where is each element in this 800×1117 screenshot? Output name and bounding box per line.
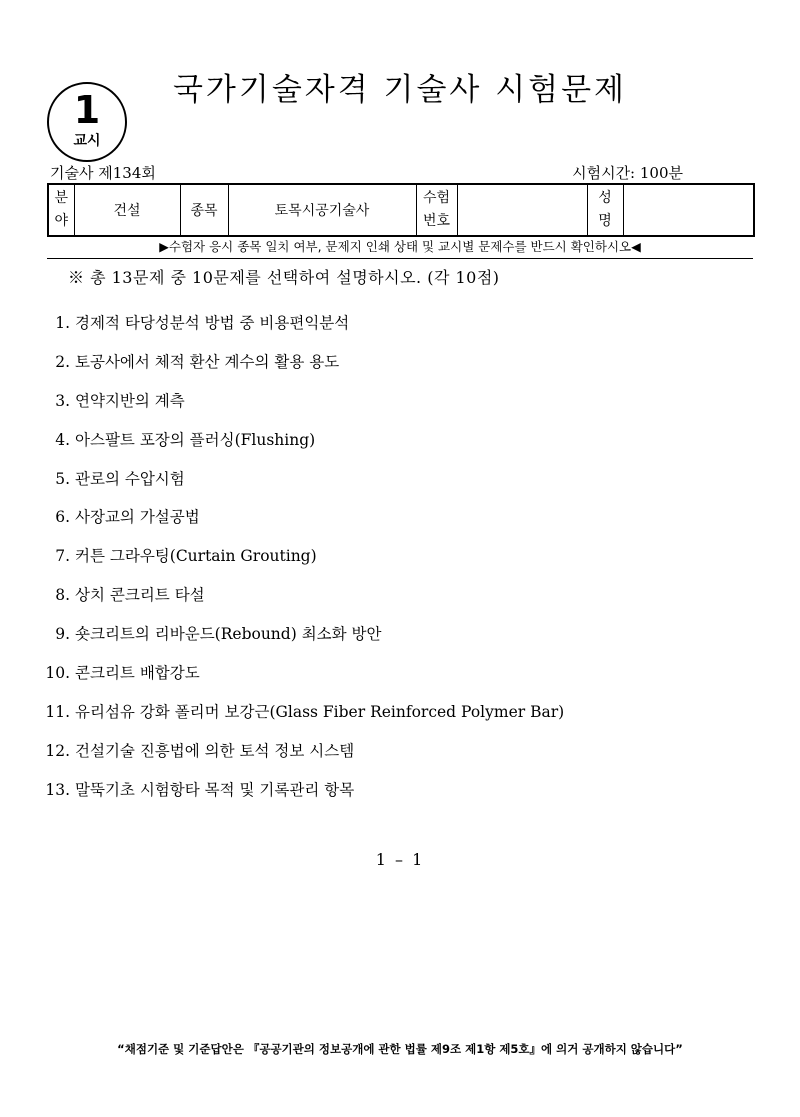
session-label: 교시 bbox=[73, 133, 101, 149]
exam-info-table bbox=[47, 183, 755, 237]
field-value: 건설 bbox=[74, 184, 180, 236]
name-label-bottom: 명 bbox=[598, 213, 612, 229]
question-text: 유리섬유 강화 폴리머 보강근(Glass Fiber Reinforced Polymer Bar) bbox=[75, 702, 565, 721]
question-text: 관로의 수압시험 bbox=[75, 469, 185, 488]
question-number: 1. bbox=[55, 314, 70, 332]
name-field[interactable] bbox=[623, 184, 754, 236]
category-label: 종목 bbox=[180, 184, 228, 236]
question-number: 9. bbox=[55, 625, 70, 644]
category-value: 토목시공기술사 bbox=[228, 184, 416, 236]
question-text: 말뚝기초 시험항타 목적 및 기록관리 항목 bbox=[75, 780, 355, 799]
question-number: 2. bbox=[55, 352, 70, 371]
exam-number-label-cell bbox=[416, 184, 457, 236]
instruction-text: ※ 총 13문제 중 10문제를 선택하여 설명하시오. (각 10점) bbox=[68, 268, 500, 287]
question-text: 콘크리트 배합강도 bbox=[75, 664, 200, 683]
notice-text: ▶수험자 응시 종목 일치 여부, 문제지 인쇄 상태 및 교시별 문제수를 반드시 확인하시오◀ bbox=[159, 239, 641, 254]
question-number: 11. bbox=[45, 702, 70, 721]
question-text: 경제적 타당성분석 방법 중 비용편익분석 bbox=[75, 314, 350, 332]
question-number: 3. bbox=[55, 391, 70, 410]
name-label-top: 성 bbox=[598, 190, 612, 206]
question-number: 10. bbox=[45, 664, 70, 683]
question-number: 13. bbox=[45, 780, 70, 799]
question-text: 토공사에서 체적 환산 계수의 활용 용도 bbox=[75, 352, 340, 371]
field-label-top: 분 bbox=[54, 190, 69, 206]
field-label-bottom: 야 bbox=[54, 213, 69, 229]
question-text: 숏크리트의 리바운드(Rebound) 최소화 방안 bbox=[75, 625, 382, 644]
exam-number-label-top: 수험 bbox=[422, 190, 451, 206]
exam-round: 기술사 제134회 bbox=[50, 164, 156, 182]
question-text: 상치 콘크리트 타설 bbox=[75, 586, 205, 605]
question-number: 7. bbox=[55, 547, 70, 566]
question-text: 건설기술 진흥법에 의한 토석 정보 시스템 bbox=[75, 741, 355, 760]
question-number: 12. bbox=[45, 741, 70, 760]
exam-time: 시험시간: 100분 bbox=[572, 164, 683, 182]
exam-number-field[interactable] bbox=[457, 184, 587, 236]
footer-disclaimer: “채점기준 및 기준답안은 『공공기관의 정보공개에 관한 법률 제9조 제1항 제5호』에 의거 공개하지 않습니다” bbox=[117, 1042, 683, 1056]
question-number: 6. bbox=[55, 508, 70, 527]
divider bbox=[47, 258, 753, 259]
question-text: 커튼 그라우팅(Curtain Grouting) bbox=[75, 547, 317, 566]
session-badge bbox=[47, 82, 127, 162]
question-number: 8. bbox=[55, 586, 70, 605]
question-number: 4. bbox=[55, 430, 70, 449]
name-label-cell bbox=[587, 184, 623, 236]
question-text: 연약지반의 계측 bbox=[75, 391, 185, 410]
session-number: 1 bbox=[73, 88, 101, 132]
question-number: 5. bbox=[55, 469, 70, 488]
question-text: 사장교의 가설공법 bbox=[75, 508, 200, 527]
page-number: 1 – 1 bbox=[375, 850, 425, 869]
question-text: 아스팔트 포장의 플러싱(Flushing) bbox=[75, 430, 316, 449]
page-title: 국가기술자격 기술사 시험문제 bbox=[172, 72, 627, 108]
field-label-cell bbox=[48, 184, 74, 236]
exam-number-label-bottom: 번호 bbox=[422, 213, 451, 229]
